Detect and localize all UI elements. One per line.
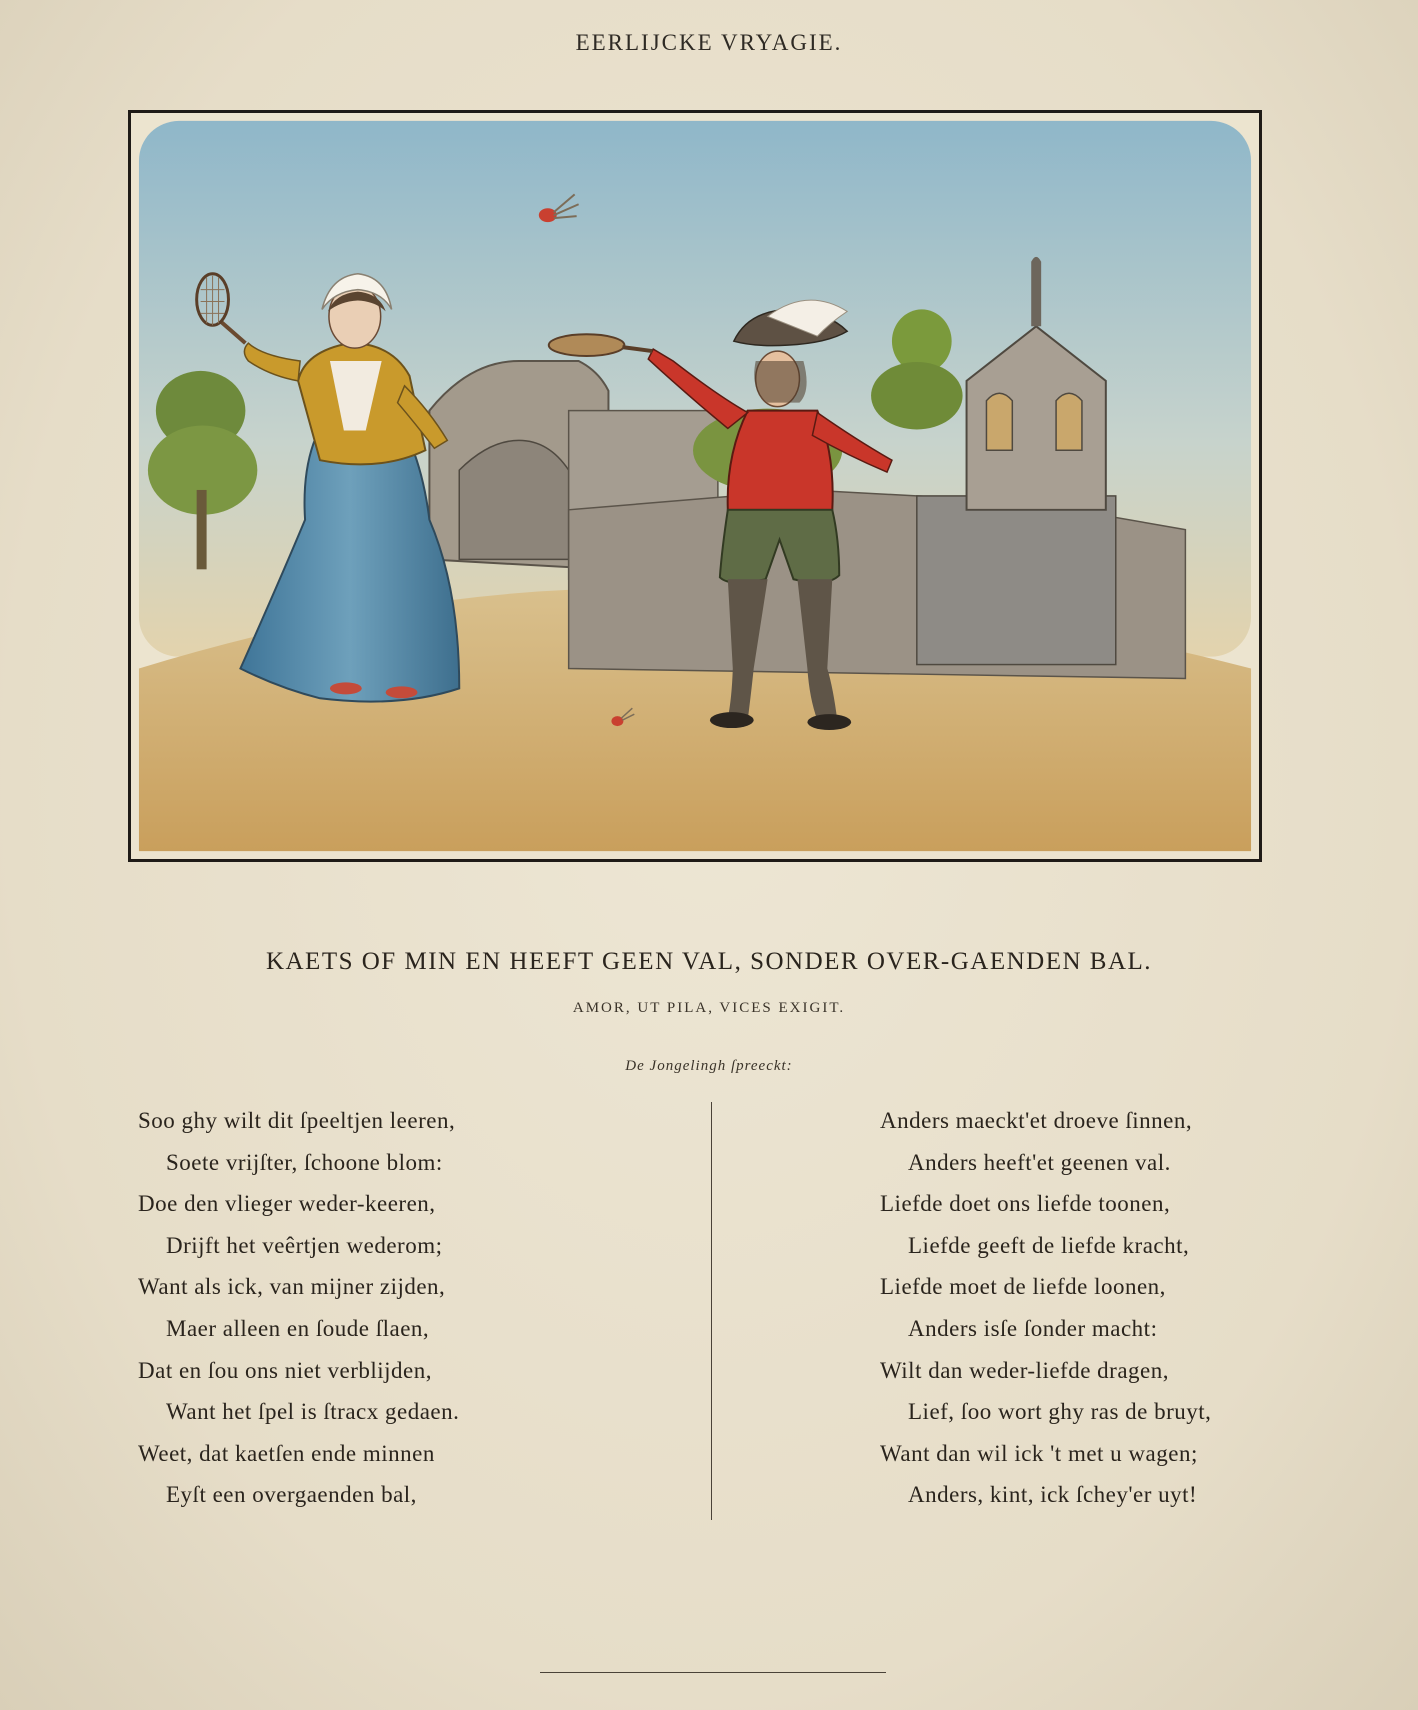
- verse-line: Maer alleen en ſoude ſlaen,: [166, 1315, 430, 1341]
- verse-line: Lief, ſoo wort ghy ras de bruyt,: [908, 1399, 1212, 1425]
- verse-line: Eyſt een overgaenden bal,: [166, 1482, 417, 1508]
- motto-heading: KAETS OF MIN EN HEEFT GEEN VAL, SONDER OVER-GAENDEN BAL.: [265, 948, 1153, 975]
- verse-line: Anders maeckt'et droeve ſinnen,: [880, 1108, 1193, 1133]
- badminton-couple-engraving-icon: [131, 113, 1259, 859]
- verse-line: Dat en ſou ons niet verblijden,: [138, 1357, 432, 1383]
- latin-motto: AMOR, UT PILA, VICES EXIGIT.: [572, 1000, 846, 1016]
- left-stanza: [138, 1100, 678, 1516]
- illustration-plate: [128, 110, 1262, 862]
- verse-line: Liefde geeft de liefde kracht,: [908, 1232, 1190, 1258]
- right-stanza: [880, 1100, 1350, 1516]
- verse-line: Anders, kint, ick ſchey'er uyt!: [908, 1482, 1198, 1508]
- column-divider: [711, 1102, 712, 1520]
- verse-line: Anders isſe ſonder macht:: [908, 1315, 1158, 1341]
- verse-line: Anders heeft'et geenen val.: [908, 1149, 1171, 1175]
- verse-line: Doe den vlieger weder-keeren,: [138, 1191, 436, 1217]
- verse-line: Wilt dan weder-liefde dragen,: [880, 1357, 1169, 1383]
- verse-line: Soete vrijſter, ſchoone blom:: [166, 1149, 443, 1175]
- running-head: EERLIJCKE VRYAGIE.: [575, 30, 843, 55]
- footer-rule: [540, 1672, 886, 1673]
- verse-line: Liefde doet ons liefde toonen,: [880, 1191, 1171, 1217]
- verse-line: Want dan wil ick 't met u wagen;: [880, 1440, 1198, 1466]
- verse-line: Drijft het veêrtjen wederom;: [166, 1232, 443, 1258]
- verse-line: Soo ghy wilt dit ſpeeltjen leeren,: [138, 1108, 456, 1133]
- verse-line: Liefde moet de liefde loonen,: [880, 1274, 1166, 1300]
- verse-line: Want het ſpel is ſtracx gedaen.: [166, 1399, 460, 1425]
- verse-line: Want als ick, van mijner zijden,: [138, 1274, 446, 1300]
- verse-line: Weet, dat kaetſen ende minnen: [138, 1440, 435, 1466]
- speaker-line: De Jongelingh ſpreeckt:: [625, 1058, 793, 1074]
